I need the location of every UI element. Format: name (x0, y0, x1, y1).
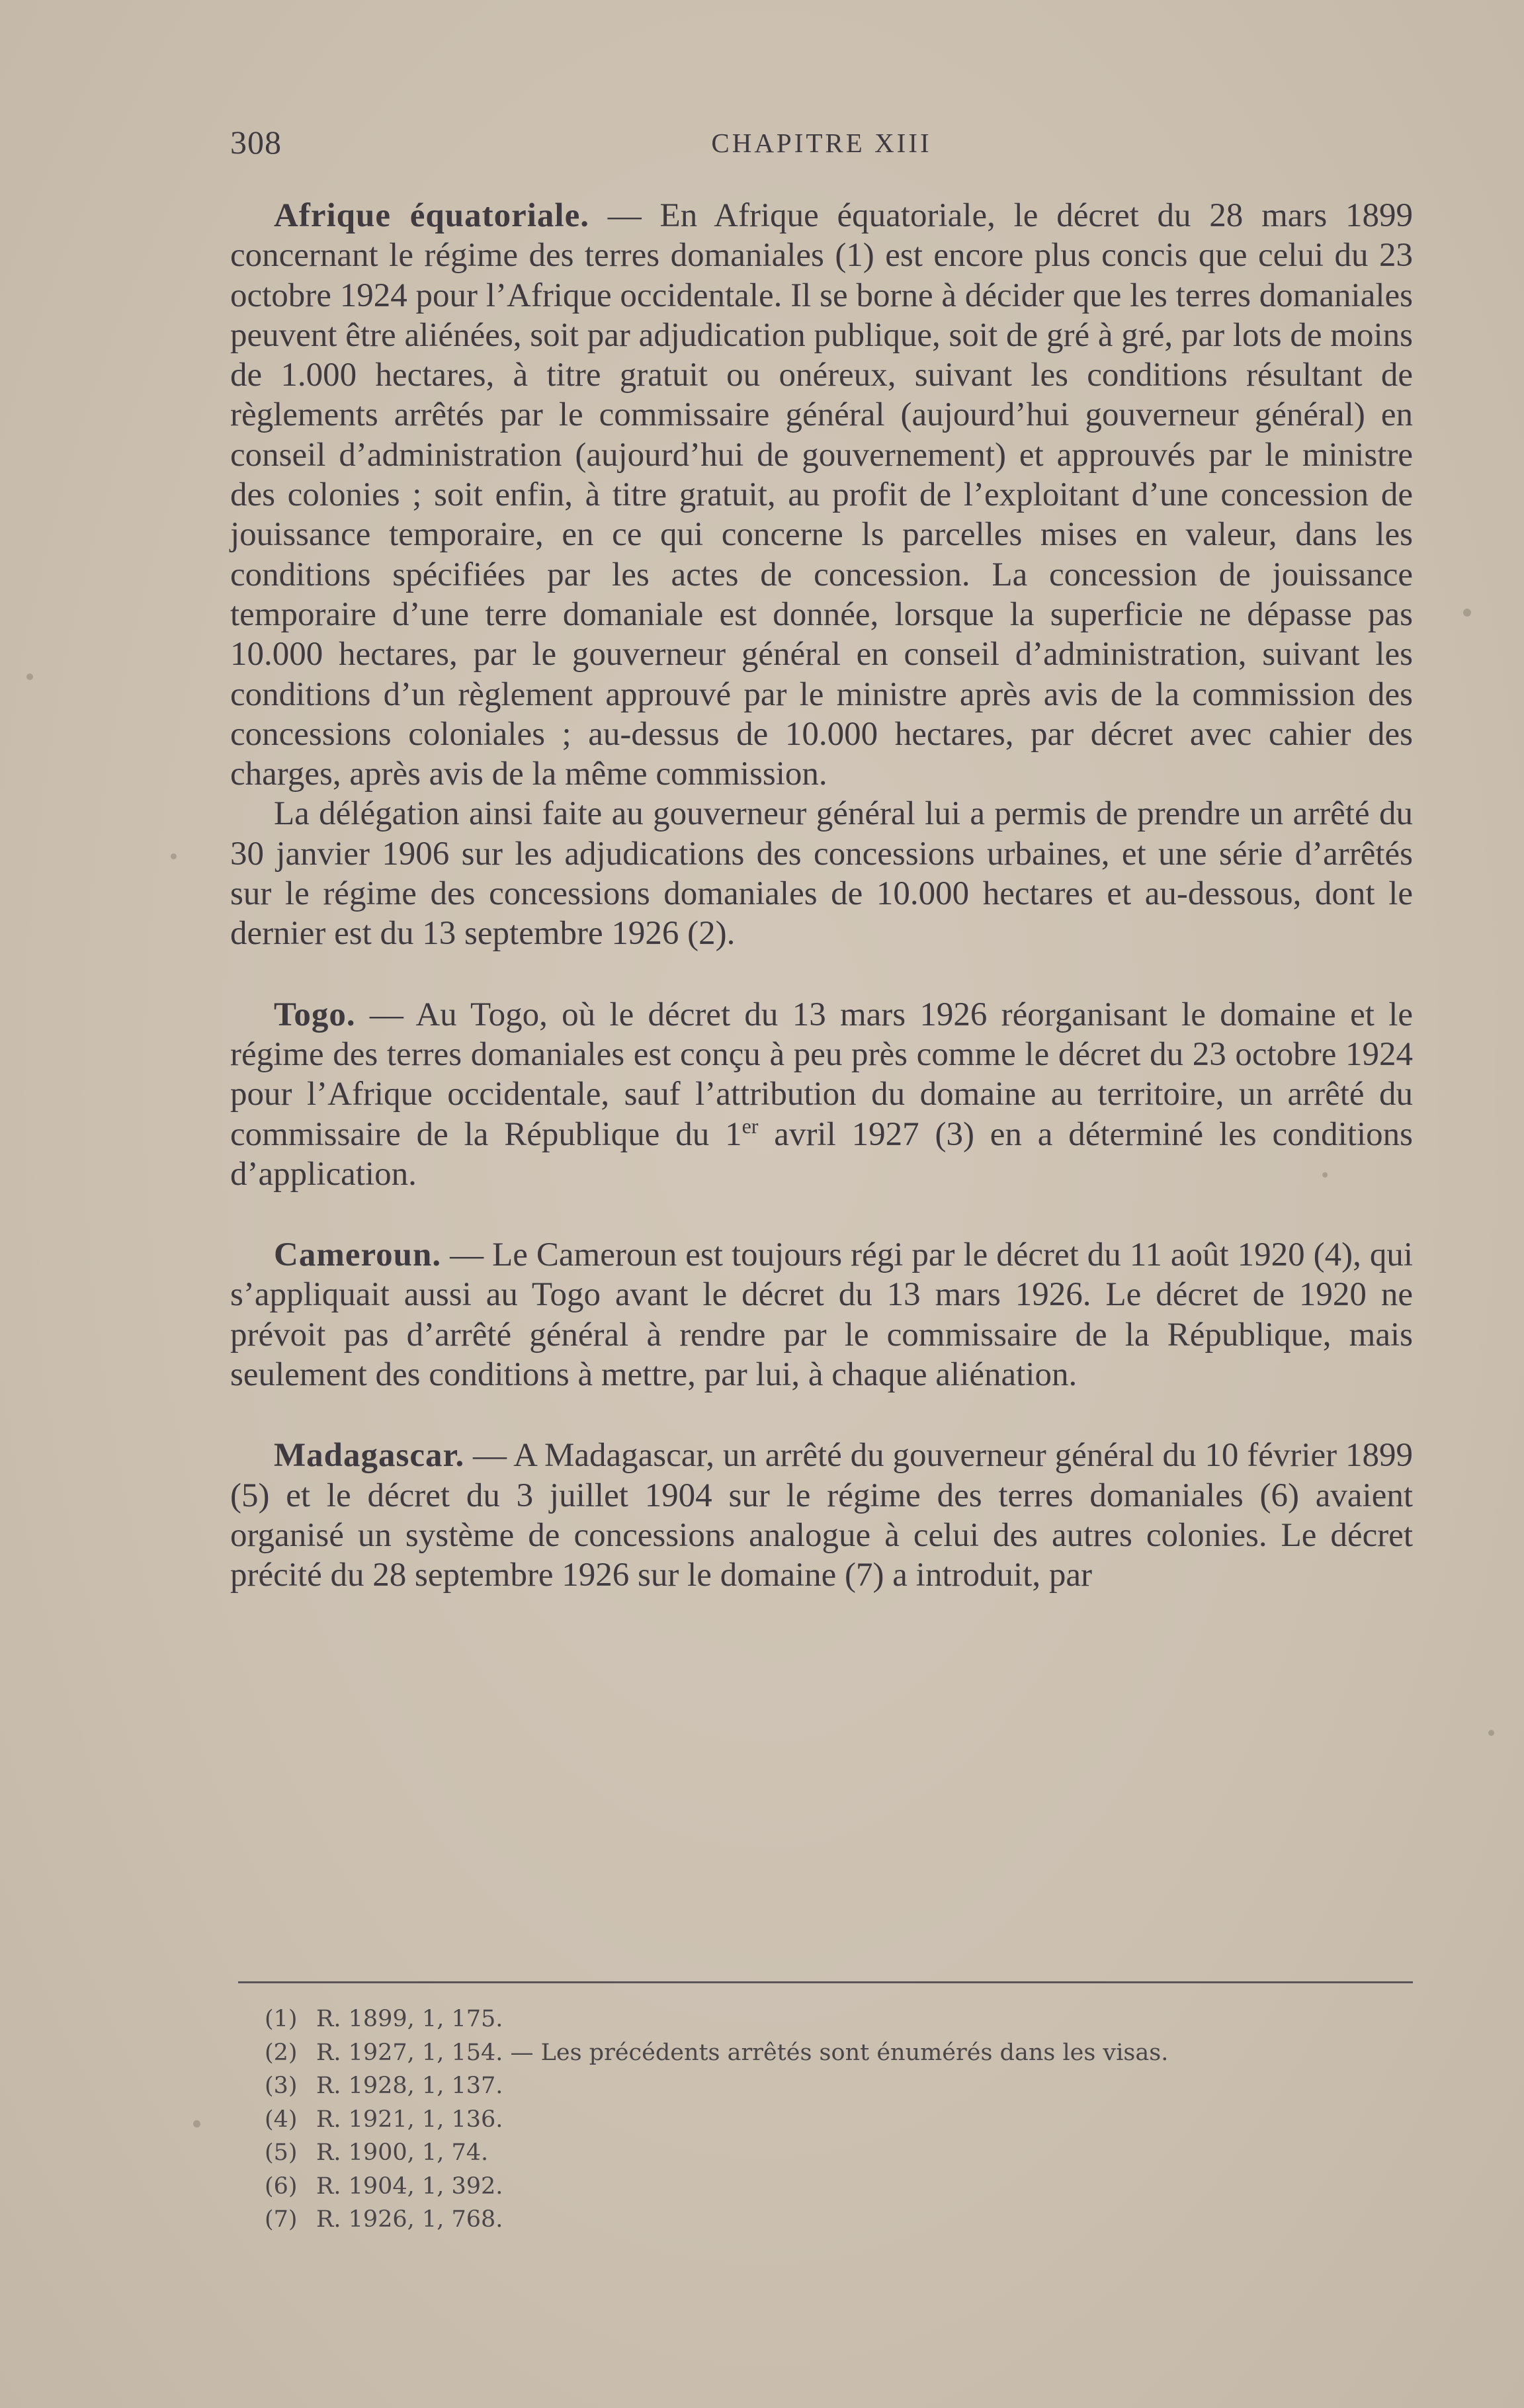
body-text (230, 196, 1413, 1596)
paper-speck (1488, 1730, 1494, 1736)
footnote-number: (1) (265, 2006, 298, 2032)
footnote (265, 2170, 1429, 2204)
footnote-number: (2) (265, 2039, 298, 2066)
section-gap (230, 1395, 1413, 1436)
footnote (265, 2069, 1429, 2103)
section-cameroun (230, 1235, 1413, 1395)
footnote-number: (4) (265, 2106, 298, 2133)
footnote-text: R. 1926, 1, 768. (316, 2206, 503, 2233)
footnote-number: (3) (265, 2073, 298, 2099)
section-heading: Afrique équatoriale. (274, 197, 589, 234)
paper-speck (1463, 609, 1471, 617)
footnote-text: R. 1900, 1, 74. (316, 2139, 489, 2166)
section-heading: Togo. (274, 996, 356, 1033)
footnote (265, 2002, 1429, 2036)
footnotes (265, 2002, 1429, 2237)
footnote (265, 2136, 1429, 2170)
paper-speck (193, 2120, 200, 2128)
footnote-rule (238, 1981, 1413, 1983)
footnote-text: R. 1927, 1, 154. — Les précédents arrêtés sont énumérés dans les visas. (316, 2039, 1169, 2066)
paragraph-text: — A Madagascar, un arrêté du gouverneur général du 10 février 1899 (5) et le décret du 3 juillet 1904 sur le régime des terres domaniales (6) avaient organisé un système de concessions analogue à celui des autres colonies. Le décret précité du 28 septembre 1926 sur le domaine (7) a introduit, par (230, 1437, 1413, 1594)
section-madagascar (230, 1436, 1413, 1595)
paragraph-text: — En Afrique équatoriale, le décret du 28 mars 1899 concernant le régime des terres domaniales (1) est encore plus concis que celui du 23 octobre 1924 pour l’Afrique occidentale. Il se borne à décider que les terres domaniales peuvent être aliénées, soit par adjudication publique, soit de gré à gré, par lots de moins de 1.000 hectares, à titre gratuit ou onéreux, suivant les conditions résultant de règlements arrêtés par le commissaire général (aujourd’hui gouverneur général) en conseil d’administration (aujourd’hui de gouvernement) et approuvés par le ministre des colonies ; soit enfin, à titre gratuit, au profit de l’exploitant d’une concession de jouissance temporaire, en ce qui concerne ls parcelles mises en valeur, dans les conditions spécifiées par les actes de concession. La concession de jouissance temporaire d’une terre domaniale est donnée, lorsque la superficie ne dépasse pas 10.000 hectares, par le gouverneur général en conseil d’administration, suivant les conditions d’un règlement approuvé par le ministre après avis de la commission des concessions coloniales ; au-dessus de 10.000 hectares, par décret avec cahier des charges, après avis de la même commission. (230, 197, 1414, 793)
paper-speck (1322, 1172, 1328, 1178)
section-heading: Cameroun. (274, 1236, 442, 1274)
footnote (265, 2203, 1429, 2237)
page-header (230, 123, 1413, 169)
running-title: CHAPITRE XIII (711, 128, 932, 158)
section-heading: Madagascar. (274, 1437, 465, 1475)
footnote (265, 2036, 1429, 2070)
footnote-number: (6) (265, 2172, 298, 2200)
paragraph-text: — Au Togo, où le décret du 13 mars 1926 réorganisant le domaine et le régime des terres domaniales est conçu à peu près comme le décret du 23 octobre 1924 pour l’Afrique occidentale, sauf l’attribution du domaine au territoire, un arrêté du commissaire de la République du 1 (230, 996, 1413, 1153)
paragraph-text: — Le Cameroun est toujours régi par le décret du 11 août 1920 (4), qui s’appliquait aussi au Togo avant le décret du 13 mars 1926. Le décret de 1920 ne prévoit pas d’arrêté général à rendre par le commissaire de la République, mais seulement des conditions à mettre, par lui, à chaque aliénation. (230, 1236, 1413, 1394)
paper-speck (26, 673, 33, 680)
footnote-text: R. 1899, 1, 175. (316, 2006, 503, 2032)
footnote-number: (5) (265, 2139, 298, 2166)
footnote (265, 2103, 1429, 2137)
footnote-text: R. 1928, 1, 137. (316, 2073, 503, 2099)
paragraph-text: avril 1927 (3) en a déterminé les conditions d’application. (230, 1115, 1413, 1193)
paragraph-text: La délégation ainsi faite au gouverneur général lui a permis de prendre un arrêté du 30 janvier 1906 sur les adjudications des concessions urbaines, et une série d’arrêtés sur le régime des concessions domaniales de 10.000 hectares et au-dessous, dont le dernier est du 13 septembre 1926 (2). (230, 795, 1413, 953)
footnote-text: R. 1904, 1, 392. (316, 2172, 503, 2200)
page-number: 308 (230, 124, 282, 161)
superscript-er: er (741, 1113, 759, 1138)
section-gap (230, 954, 1413, 995)
paragraph-delegation (230, 794, 1413, 953)
paper-speck (171, 853, 177, 859)
section-afrique-equatoriale (230, 196, 1413, 794)
section-gap (230, 1194, 1413, 1235)
footnote-text: R. 1921, 1, 136. (316, 2106, 503, 2133)
footnote-number: (7) (265, 2206, 298, 2233)
section-togo (230, 995, 1413, 1194)
